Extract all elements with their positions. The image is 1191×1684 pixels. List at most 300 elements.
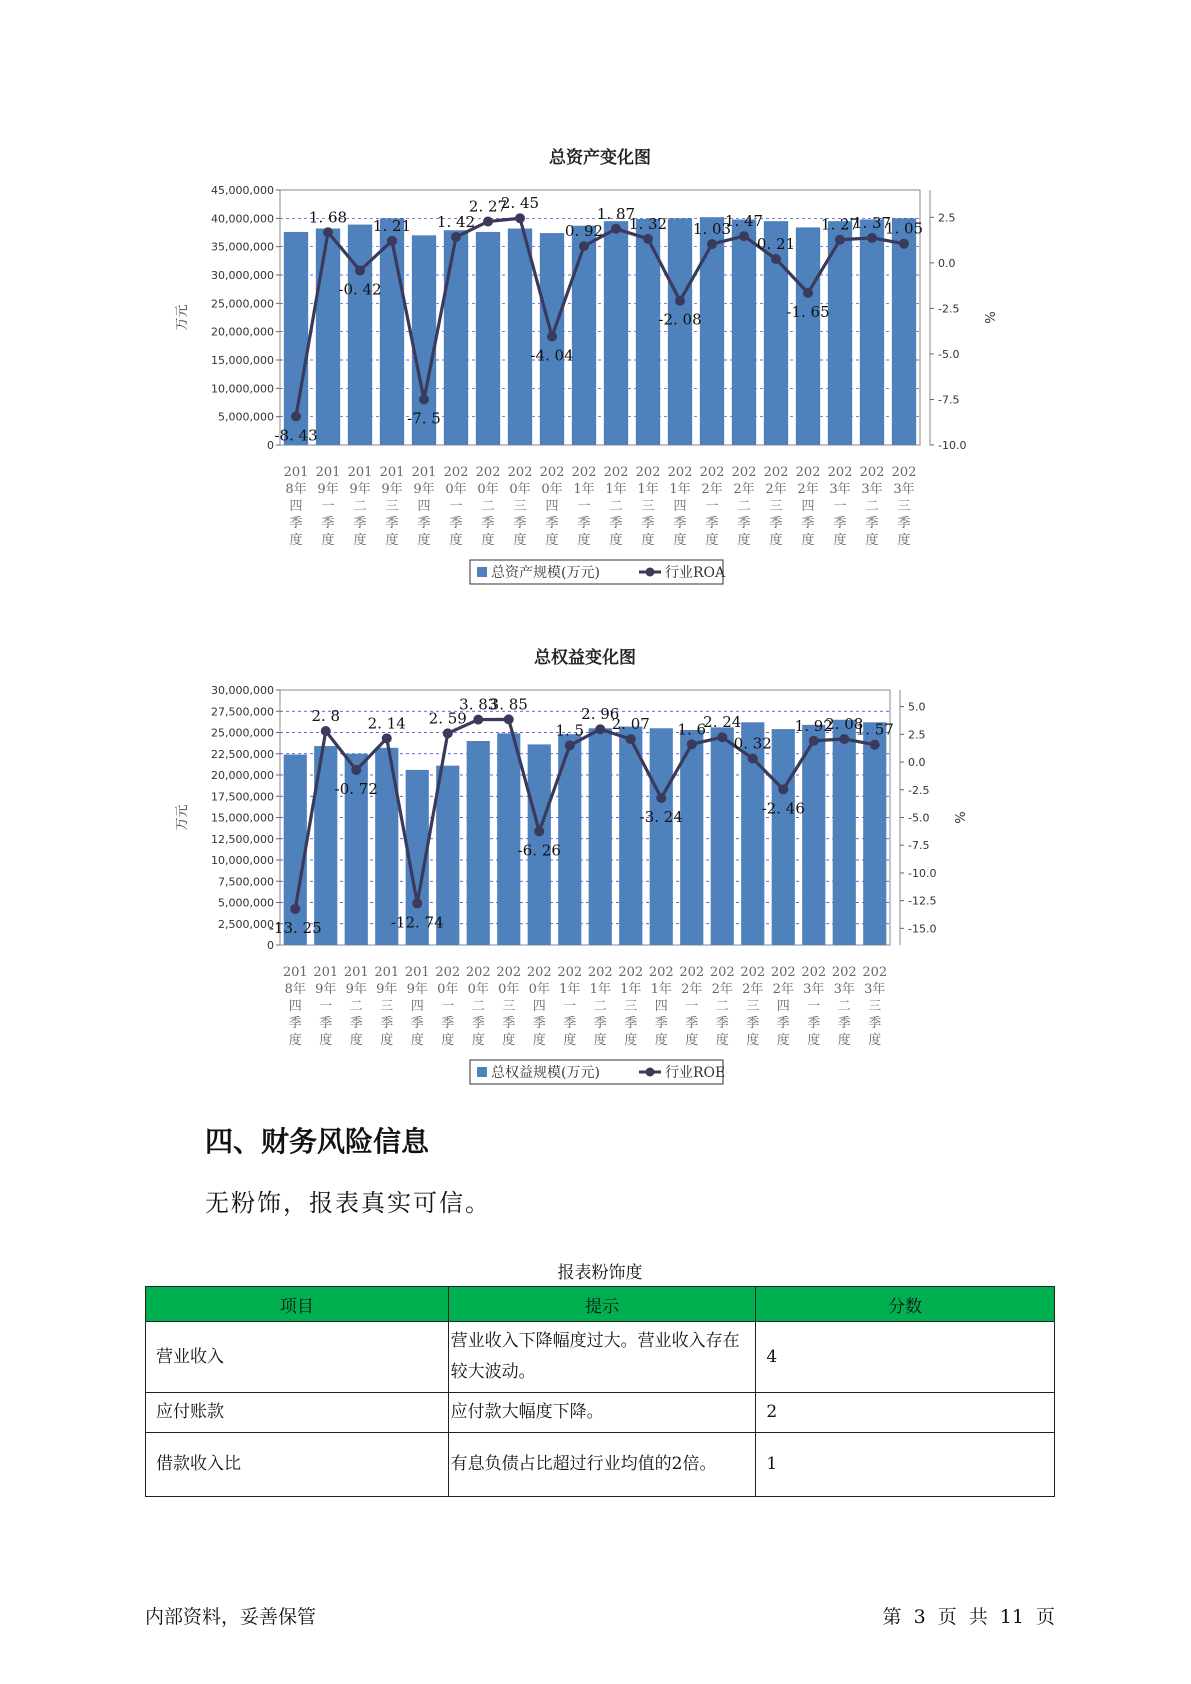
- x-tick-label: 季: [349, 1016, 363, 1031]
- x-tick-label: 201: [411, 465, 437, 480]
- header-item: 项目: [146, 1287, 449, 1322]
- x-tick-label: 度: [641, 533, 655, 548]
- data-label: 2. 14: [367, 714, 406, 733]
- x-tick-label: 3年: [803, 982, 825, 997]
- data-label: 1. 92: [794, 716, 833, 735]
- x-tick-label: 0年: [498, 982, 520, 997]
- data-label: 3. 85: [489, 695, 528, 714]
- bar: [348, 225, 372, 445]
- y2-tick-label: 2.5: [908, 728, 926, 742]
- header-hint: 提示: [448, 1287, 756, 1322]
- x-tick-label: 季: [545, 516, 559, 531]
- x-tick-label: 3年: [864, 982, 886, 997]
- x-tick-label: 度: [441, 1033, 455, 1048]
- x-tick-label: 季: [685, 1016, 699, 1031]
- line-point: [707, 239, 717, 249]
- x-tick-label: 1年: [669, 482, 691, 497]
- y-tick-label: 10,000,000: [211, 382, 274, 396]
- data-label: 2. 59: [428, 709, 467, 728]
- x-tick-label: 季: [801, 516, 815, 531]
- y-tick-label: 12,500,000: [211, 832, 274, 846]
- x-tick-label: 202: [526, 965, 552, 980]
- x-tick-label: 0年: [528, 982, 550, 997]
- row-hint: 营业收入下降幅度过大。营业收入存在较大波动。: [448, 1322, 756, 1393]
- line-point: [483, 217, 493, 227]
- x-tick-label: 202: [667, 465, 693, 480]
- risk-table: [145, 1286, 1055, 1497]
- bar: [860, 219, 884, 445]
- x-tick-label: 度: [801, 533, 815, 548]
- y2-tick-label: -5.0: [908, 811, 930, 825]
- x-tick-label: 201: [374, 965, 400, 980]
- line-point: [473, 715, 483, 725]
- x-tick-label: 202: [740, 965, 766, 980]
- table-caption: 报表粉饰度: [557, 1263, 643, 1283]
- line-point: [504, 714, 514, 724]
- legend-swatch-point: [646, 568, 655, 577]
- x-tick-label: 度: [897, 533, 911, 548]
- x-tick-label: 度: [715, 1033, 729, 1048]
- data-label: -7. 5: [407, 409, 441, 428]
- x-tick-label: 一: [319, 999, 333, 1014]
- row-hint: 应付款大幅度下降。: [448, 1393, 756, 1433]
- section-text: 无粉饰，报表真实可信。: [205, 1189, 491, 1217]
- x-tick-label: 一: [577, 499, 591, 514]
- row-item: 应付账款: [146, 1393, 449, 1433]
- x-tick-label: 度: [833, 533, 847, 548]
- bar: [711, 727, 734, 945]
- y2-tick-label: 5.0: [908, 700, 926, 714]
- x-tick-label: 度: [609, 533, 623, 548]
- data-label: 1. 03: [692, 220, 732, 239]
- x-tick-label: 二: [593, 999, 607, 1014]
- x-tick-label: 202: [648, 965, 674, 980]
- x-tick-label: 度: [288, 1033, 302, 1048]
- y2-tick-label: -10.0: [908, 866, 937, 880]
- data-label: -0. 42: [338, 280, 382, 299]
- bar: [892, 218, 916, 445]
- x-tick-label: 二: [865, 499, 879, 514]
- x-tick-label: 二: [471, 999, 485, 1014]
- x-tick-label: 度: [746, 1033, 760, 1048]
- data-label: 1. 42: [436, 212, 476, 231]
- bar: [619, 727, 642, 945]
- table-row: [146, 1433, 1055, 1497]
- y-tick-label: 25,000,000: [211, 726, 274, 740]
- legend-label: 总权益规模(万元): [491, 1065, 600, 1081]
- bar: [316, 229, 340, 445]
- row-score: 1: [756, 1433, 1055, 1497]
- data-label: -12. 74: [390, 913, 444, 932]
- table-row: [146, 1322, 1055, 1393]
- x-tick-label: 季: [471, 1016, 485, 1031]
- data-label: 1. 05: [884, 219, 924, 238]
- y-tick-label: 7,500,000: [218, 875, 274, 889]
- legend-label: 总资产规模(万元): [491, 565, 600, 581]
- y2-tick-label: 0.0: [938, 256, 956, 270]
- x-tick-label: 季: [593, 1016, 607, 1031]
- x-tick-label: 四: [776, 999, 790, 1014]
- data-label: 2. 07: [611, 715, 650, 734]
- line-point: [771, 254, 781, 264]
- x-tick-label: 季: [868, 1016, 882, 1031]
- bar: [380, 218, 404, 445]
- x-tick-label: 202: [801, 965, 827, 980]
- x-tick-label: 202: [443, 465, 469, 480]
- line-point: [387, 236, 397, 246]
- x-tick-label: 四: [545, 499, 559, 514]
- y2-tick-label: -5.0: [938, 347, 960, 361]
- x-tick-label: 一: [833, 499, 847, 514]
- x-tick-label: 度: [868, 1033, 882, 1048]
- x-tick-label: 度: [449, 533, 463, 548]
- x-tick-label: 季: [577, 516, 591, 531]
- line-point: [291, 411, 301, 421]
- y-tick-label: 30,000,000: [211, 269, 274, 282]
- data-label: 1. 68: [308, 208, 348, 227]
- y-tick-label: 0: [267, 439, 274, 452]
- line-point: [870, 740, 880, 750]
- x-tick-label: 一: [449, 499, 463, 514]
- x-tick-label: 季: [380, 1016, 394, 1031]
- x-tick-label: 1年: [650, 982, 672, 997]
- line-point: [351, 765, 361, 775]
- x-tick-label: 二: [715, 999, 729, 1014]
- y-tick-label: 20,000,000: [211, 769, 274, 782]
- x-tick-label: 度: [545, 533, 559, 548]
- y2-tick-label: -15.0: [908, 922, 937, 936]
- y2-tick-label: -2.5: [938, 302, 960, 316]
- x-tick-label: 度: [502, 1033, 516, 1048]
- x-tick-label: 201: [347, 465, 373, 480]
- y-tick-label: 20,000,000: [211, 325, 274, 339]
- x-tick-label: 四: [289, 499, 303, 514]
- data-label: -8. 43: [274, 426, 318, 445]
- line-point: [547, 331, 557, 341]
- x-tick-label: 度: [410, 1033, 424, 1048]
- data-label: 1. 6: [677, 720, 707, 739]
- y2-axis-label: %: [981, 311, 996, 324]
- data-label: -2. 08: [658, 310, 702, 329]
- x-tick-label: 0年: [541, 482, 563, 497]
- bar: [604, 221, 628, 445]
- x-tick-label: 202: [862, 965, 888, 980]
- x-tick-label: 季: [897, 516, 911, 531]
- x-tick-label: 度: [624, 1033, 638, 1048]
- line-point: [626, 734, 636, 744]
- legend-label: 行业ROA: [665, 565, 726, 581]
- bar: [680, 730, 703, 945]
- y-tick-label: 22,500,000: [211, 747, 274, 761]
- x-tick-label: 季: [449, 516, 463, 531]
- x-tick-label: 四: [417, 499, 431, 514]
- x-tick-label: 季: [865, 516, 879, 531]
- x-tick-label: 度: [380, 1033, 394, 1048]
- y-tick-label: 45,000,000: [211, 184, 274, 197]
- x-tick-label: 201: [313, 965, 339, 980]
- x-tick-label: 季: [481, 516, 495, 531]
- data-label: 1. 57: [855, 720, 894, 739]
- line-point: [748, 754, 758, 764]
- line-point: [451, 232, 461, 242]
- data-label: 1. 87: [596, 204, 636, 223]
- x-tick-label: 季: [654, 1016, 668, 1031]
- x-tick-label: 202: [731, 465, 757, 480]
- x-tick-label: 2年: [742, 982, 764, 997]
- x-tick-label: 三: [769, 499, 783, 514]
- bar: [700, 217, 724, 445]
- table-header-row: [146, 1287, 1055, 1322]
- x-tick-label: 202: [587, 965, 613, 980]
- x-tick-label: 度: [471, 1033, 485, 1048]
- data-label: 0. 21: [756, 235, 796, 254]
- total-equity-chart: [170, 640, 966, 1094]
- x-tick-label: 1年: [637, 482, 659, 497]
- x-tick-label: 度: [321, 533, 335, 548]
- x-tick-label: 3年: [861, 482, 883, 497]
- y-tick-label: 5,000,000: [218, 896, 274, 910]
- bar: [444, 230, 468, 445]
- data-label: -1. 65: [786, 302, 830, 321]
- x-tick-label: 度: [737, 533, 751, 548]
- x-tick-label: 季: [609, 516, 623, 531]
- x-tick-label: 度: [289, 533, 303, 548]
- bar: [508, 229, 532, 445]
- x-tick-label: 9年: [406, 982, 428, 997]
- y2-tick-label: 2.5: [938, 211, 956, 225]
- x-tick-label: 度: [385, 533, 399, 548]
- x-tick-label: 202: [795, 465, 821, 480]
- legend-swatch-point: [646, 1068, 655, 1077]
- x-tick-label: 三: [746, 999, 760, 1014]
- x-tick-label: 9年: [381, 482, 403, 497]
- x-tick-label: 二: [481, 499, 495, 514]
- bar: [467, 741, 490, 945]
- x-tick-label: 一: [441, 999, 455, 1014]
- row-item: 借款收入比: [146, 1433, 449, 1497]
- x-tick-label: 度: [577, 533, 591, 548]
- x-tick-label: 0年: [437, 982, 459, 997]
- x-tick-label: 9年: [376, 982, 398, 997]
- x-tick-label: 0年: [445, 482, 467, 497]
- x-tick-label: 度: [349, 1033, 363, 1048]
- x-tick-label: 一: [563, 999, 577, 1014]
- row-hint: 有息负债占比超过行业均值的2倍。: [448, 1433, 756, 1497]
- x-tick-label: 0年: [509, 482, 531, 497]
- y2-tick-label: -2.5: [908, 783, 930, 797]
- x-tick-label: 季: [288, 1016, 302, 1031]
- table-row: [146, 1393, 1055, 1433]
- x-tick-label: 202: [859, 465, 885, 480]
- x-tick-label: 季: [513, 516, 527, 531]
- x-tick-label: 8年: [285, 482, 307, 497]
- data-label: 1. 32: [628, 214, 668, 233]
- x-tick-label: 2年: [681, 982, 703, 997]
- x-tick-label: 0年: [467, 982, 489, 997]
- x-tick-label: 度: [685, 1033, 699, 1048]
- x-tick-label: 二: [737, 499, 751, 514]
- y2-axis-label: %: [951, 811, 966, 824]
- x-tick-label: 3年: [893, 482, 915, 497]
- x-tick-label: 季: [321, 516, 335, 531]
- x-tick-label: 202: [507, 465, 533, 480]
- x-tick-label: 9年: [345, 982, 367, 997]
- y-tick-label: 15,000,000: [211, 354, 274, 367]
- x-tick-label: 季: [807, 1016, 821, 1031]
- x-tick-label: 季: [441, 1016, 455, 1031]
- x-tick-label: 2年: [711, 982, 733, 997]
- x-tick-label: 度: [769, 533, 783, 548]
- x-tick-label: 2年: [733, 482, 755, 497]
- x-tick-label: 202: [618, 965, 644, 980]
- y-tick-label: 27,500,000: [211, 705, 274, 719]
- legend-swatch-bar: [477, 1067, 487, 1077]
- x-tick-label: 度: [593, 1033, 607, 1048]
- x-tick-label: 季: [705, 516, 719, 531]
- x-tick-label: 度: [563, 1033, 577, 1048]
- line-point: [611, 224, 621, 234]
- y-axis-label: 万元: [175, 304, 190, 331]
- x-tick-label: 202: [603, 465, 629, 480]
- x-tick-label: 四: [654, 999, 668, 1014]
- y-tick-label: 30,000,000: [211, 684, 274, 697]
- x-tick-label: 度: [353, 533, 367, 548]
- bar: [772, 729, 795, 945]
- line-point: [321, 726, 331, 736]
- data-label: 1. 5: [555, 721, 585, 740]
- data-label: 2. 96: [581, 705, 620, 724]
- x-tick-label: 季: [833, 516, 847, 531]
- y-tick-label: 15,000,000: [211, 811, 274, 825]
- data-label: 1. 47: [724, 212, 764, 231]
- total-assets-chart: [170, 140, 996, 594]
- bar: [796, 227, 820, 445]
- data-label: 0. 32: [733, 734, 772, 753]
- x-tick-label: 四: [801, 499, 815, 514]
- x-tick-label: 1年: [573, 482, 595, 497]
- data-label: 1. 27: [820, 215, 860, 234]
- x-tick-label: 季: [319, 1016, 333, 1031]
- chart-title: 总资产变化图: [549, 148, 651, 168]
- x-tick-label: 201: [404, 965, 430, 980]
- chart-svg: [170, 640, 966, 1090]
- data-label: 2. 27: [468, 197, 508, 216]
- line-point: [355, 266, 365, 276]
- line-point: [656, 793, 666, 803]
- x-tick-label: 度: [319, 1033, 333, 1048]
- x-tick-label: 8年: [284, 982, 306, 997]
- x-tick-label: 202: [770, 965, 796, 980]
- bar: [284, 755, 307, 945]
- data-label: 1. 21: [372, 216, 412, 235]
- x-tick-label: 四: [288, 999, 302, 1014]
- x-tick-label: 季: [715, 1016, 729, 1031]
- x-tick-label: 三: [868, 999, 882, 1014]
- data-label: 2. 24: [703, 713, 742, 732]
- line-point: [899, 239, 909, 249]
- x-tick-label: 一: [807, 999, 821, 1014]
- y-tick-label: 2,500,000: [218, 917, 274, 931]
- x-tick-label: 季: [624, 1016, 638, 1031]
- x-tick-label: 度: [776, 1033, 790, 1048]
- chart-title: 总权益变化图: [534, 648, 636, 668]
- legend-label: 行业ROE: [665, 1065, 726, 1081]
- line-point: [778, 784, 788, 794]
- x-tick-label: 四: [410, 999, 424, 1014]
- x-tick-label: 202: [496, 965, 522, 980]
- line-point: [515, 213, 525, 223]
- x-tick-label: 度: [807, 1033, 821, 1048]
- data-label: -3. 24: [639, 807, 683, 826]
- y-tick-label: 25,000,000: [211, 297, 274, 311]
- bar: [668, 218, 692, 445]
- x-tick-label: 二: [349, 999, 363, 1014]
- x-tick-label: 三: [641, 499, 655, 514]
- row-score: 2: [756, 1393, 1055, 1433]
- x-tick-label: 度: [865, 533, 879, 548]
- bar: [802, 725, 825, 945]
- x-tick-label: 度: [654, 1033, 668, 1048]
- line-point: [809, 736, 819, 746]
- line-point: [579, 241, 589, 251]
- bar: [572, 226, 596, 445]
- x-tick-label: 202: [635, 465, 661, 480]
- line-point: [867, 233, 877, 243]
- x-tick-label: 201: [282, 965, 308, 980]
- x-tick-label: 9年: [413, 482, 435, 497]
- line-point: [643, 234, 653, 244]
- y2-tick-label: -7.5: [908, 839, 930, 853]
- bar: [650, 728, 673, 945]
- line-point: [839, 734, 849, 744]
- x-tick-label: 202: [827, 465, 853, 480]
- x-tick-label: 季: [353, 516, 367, 531]
- legend-swatch-bar: [477, 567, 487, 577]
- row-score: 4: [756, 1322, 1055, 1393]
- line-point: [534, 826, 544, 836]
- x-tick-label: 202: [679, 965, 705, 980]
- x-tick-label: 3年: [829, 482, 851, 497]
- x-tick-label: 201: [283, 465, 309, 480]
- x-tick-label: 季: [563, 1016, 577, 1031]
- bar: [732, 219, 756, 445]
- x-tick-label: 季: [776, 1016, 790, 1031]
- y2-tick-label: -7.5: [938, 393, 960, 407]
- x-tick-label: 202: [831, 965, 857, 980]
- y2-tick-label: -10.0: [938, 439, 967, 452]
- x-tick-label: 四: [532, 999, 546, 1014]
- y-tick-label: 5,000,000: [218, 410, 274, 424]
- x-tick-label: 202: [557, 965, 583, 980]
- x-tick-label: 202: [475, 465, 501, 480]
- data-label: -13. 25: [268, 918, 322, 937]
- x-tick-label: 度: [481, 533, 495, 548]
- x-tick-label: 202: [465, 965, 491, 980]
- y-tick-label: 40,000,000: [211, 212, 274, 226]
- x-tick-label: 季: [502, 1016, 516, 1031]
- line-point: [675, 296, 685, 306]
- y2-tick-label: 0.0: [908, 756, 926, 770]
- line-point: [323, 227, 333, 237]
- y-tick-label: 0: [267, 939, 274, 952]
- x-tick-label: 季: [385, 516, 399, 531]
- line-point: [412, 898, 422, 908]
- x-tick-label: 度: [513, 533, 527, 548]
- x-tick-label: 202: [891, 465, 917, 480]
- section-title: 四、财务风险信息: [205, 1125, 430, 1158]
- x-tick-label: 0年: [477, 482, 499, 497]
- data-label: -6. 26: [517, 841, 561, 860]
